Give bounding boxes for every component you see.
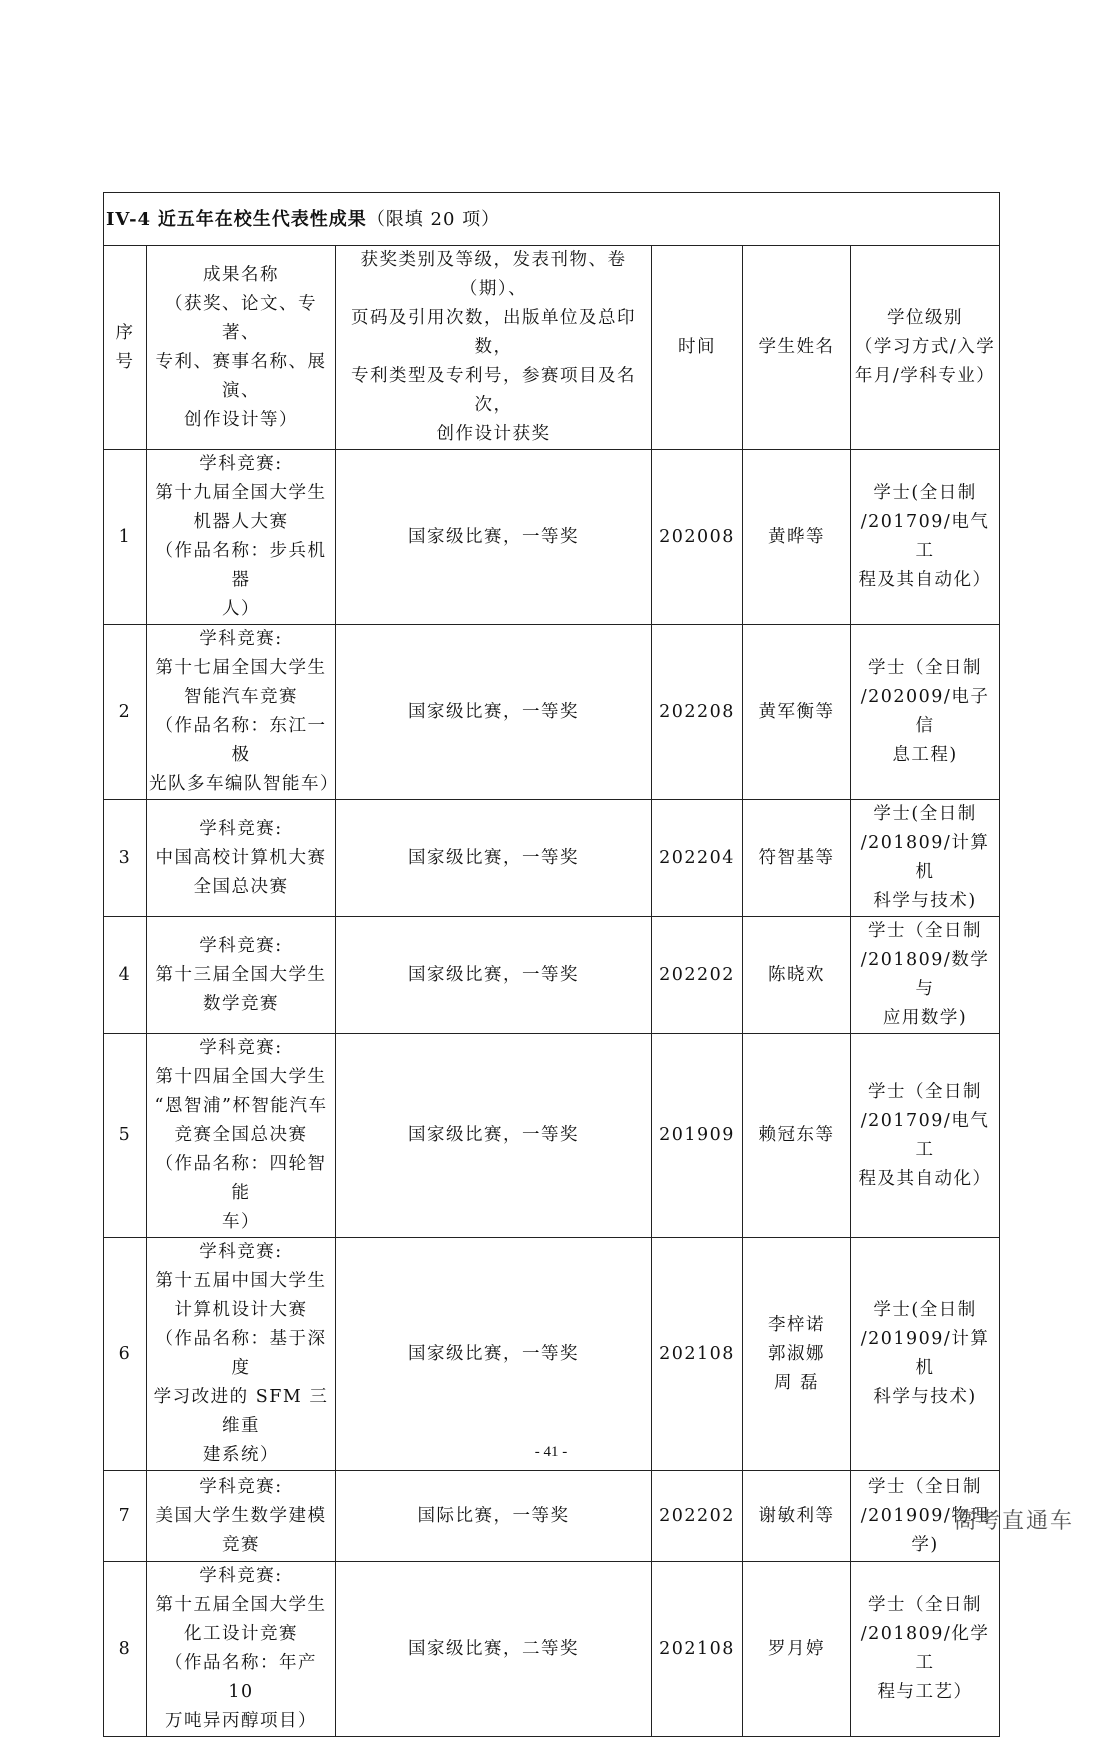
page-number: - 41 - bbox=[534, 1444, 568, 1460]
row-award: 国家级比赛，一等奖 bbox=[336, 800, 652, 917]
row-student: 李梓诺 郭淑娜 周 磊 bbox=[743, 1238, 851, 1471]
row-name: 学科竞赛: 美国大学生数学建模 竞赛 bbox=[147, 1471, 336, 1562]
header-award: 获奖类别及等级，发表刊物、卷（期）、 页码及引用次数，出版单位及总印数， 专利类型及专利号，参赛项目及名次， 创作设计获奖 bbox=[336, 246, 652, 450]
row-student: 黄晔等 bbox=[743, 450, 851, 625]
header-time: 时间 bbox=[652, 246, 743, 450]
row-award: 国家级比赛，一等奖 bbox=[336, 1034, 652, 1238]
row-award: 国家级比赛，一等奖 bbox=[336, 450, 652, 625]
title-text: 近五年在校生代表性成果 bbox=[157, 208, 367, 230]
row-no: 1 bbox=[104, 450, 147, 625]
title-code: IV-4 bbox=[106, 208, 152, 230]
row-name: 学科竞赛: 中国高校计算机大赛 全国总决赛 bbox=[147, 800, 336, 917]
row-degree: 学士（全日制 /201709/电气工 程及其自动化） bbox=[851, 1034, 1000, 1238]
row-student: 赖冠东等 bbox=[743, 1034, 851, 1238]
row-time: 202108 bbox=[652, 1562, 743, 1737]
table-row bbox=[104, 1238, 1000, 1471]
table-title bbox=[104, 193, 1000, 246]
table-row bbox=[104, 625, 1000, 800]
row-name: 学科竞赛: 第十四届全国大学生 “恩智浦”杯智能汽车 竞赛全国总决赛 （作品名称：四轮智能 车） bbox=[147, 1034, 336, 1238]
row-no: 6 bbox=[104, 1238, 147, 1471]
row-student: 黄军衡等 bbox=[743, 625, 851, 800]
row-name: 学科竞赛: 第十五届全国大学生 化工设计竞赛 （作品名称：年产 10 万吨异丙醇项目） bbox=[147, 1562, 336, 1737]
row-student: 罗月婷 bbox=[743, 1562, 851, 1737]
row-time: 202202 bbox=[652, 917, 743, 1034]
table-row bbox=[104, 917, 1000, 1034]
row-no: 2 bbox=[104, 625, 147, 800]
row-time: 202204 bbox=[652, 800, 743, 917]
header-student: 学生姓名 bbox=[743, 246, 851, 450]
row-no: 3 bbox=[104, 800, 147, 917]
row-award: 国家级比赛，一等奖 bbox=[336, 1238, 652, 1471]
row-no: 4 bbox=[104, 917, 147, 1034]
row-degree: 学士（全日制 /201809/数学与 应用数学) bbox=[851, 917, 1000, 1034]
row-time: 202108 bbox=[652, 1238, 743, 1471]
row-student: 谢敏利等 bbox=[743, 1471, 851, 1562]
achievements-table bbox=[103, 192, 1000, 1737]
row-award: 国家级比赛，一等奖 bbox=[336, 917, 652, 1034]
row-degree: 学士（全日制 /201909/物理学) bbox=[851, 1471, 1000, 1562]
row-degree: 学士(全日制 /201909/计算机 科学与技术) bbox=[851, 1238, 1000, 1471]
header-row bbox=[104, 246, 1000, 450]
row-degree: 学士（全日制 /201809/化学工 程与工艺） bbox=[851, 1562, 1000, 1737]
row-name: 学科竞赛: 第十五届中国大学生 计算机设计大赛 （作品名称：基于深度 学习改进的 SFM 三维重 建系统） bbox=[147, 1238, 336, 1471]
table-row bbox=[104, 1034, 1000, 1238]
row-time: 202008 bbox=[652, 450, 743, 625]
table-row bbox=[104, 450, 1000, 625]
row-student: 符智基等 bbox=[743, 800, 851, 917]
watermark-text: 高考直通车 bbox=[953, 1509, 1074, 1534]
row-time: 201909 bbox=[652, 1034, 743, 1238]
table-title-row bbox=[104, 193, 1000, 246]
row-time: 202208 bbox=[652, 625, 743, 800]
row-no: 7 bbox=[104, 1471, 147, 1562]
row-name: 学科竞赛: 第十九届全国大学生 机器人大赛 （作品名称：步兵机器 人） bbox=[147, 450, 336, 625]
row-award: 国家级比赛，一等奖 bbox=[336, 625, 652, 800]
row-no: 8 bbox=[104, 1562, 147, 1737]
table-row bbox=[104, 1471, 1000, 1562]
table-row bbox=[104, 800, 1000, 917]
row-name: 学科竞赛: 第十三届全国大学生 数学竞赛 bbox=[147, 917, 336, 1034]
row-degree: 学士(全日制 /201709/电气工 程及其自动化） bbox=[851, 450, 1000, 625]
row-time: 202202 bbox=[652, 1471, 743, 1562]
row-award: 国家级比赛，二等奖 bbox=[336, 1562, 652, 1737]
header-name: 成果名称 （获奖、论文、专著、 专利、赛事名称、展演、 创作设计等） bbox=[147, 246, 336, 450]
row-degree: 学士（全日制 /202009/电子信 息工程) bbox=[851, 625, 1000, 800]
row-no: 5 bbox=[104, 1034, 147, 1238]
title-note: （限填 20 项） bbox=[366, 208, 501, 230]
table-row bbox=[104, 1562, 1000, 1737]
header-degree: 学位级别 （学习方式/入学 年月/学科专业） bbox=[851, 246, 1000, 450]
row-student: 陈晓欢 bbox=[743, 917, 851, 1034]
row-award: 国际比赛，一等奖 bbox=[336, 1471, 652, 1562]
header-no: 序 号 bbox=[104, 246, 147, 450]
row-name: 学科竞赛: 第十七届全国大学生 智能汽车竞赛 （作品名称：东江一极 光队多车编队智能车） bbox=[147, 625, 336, 800]
row-degree: 学士(全日制 /201809/计算机 科学与技术) bbox=[851, 800, 1000, 917]
